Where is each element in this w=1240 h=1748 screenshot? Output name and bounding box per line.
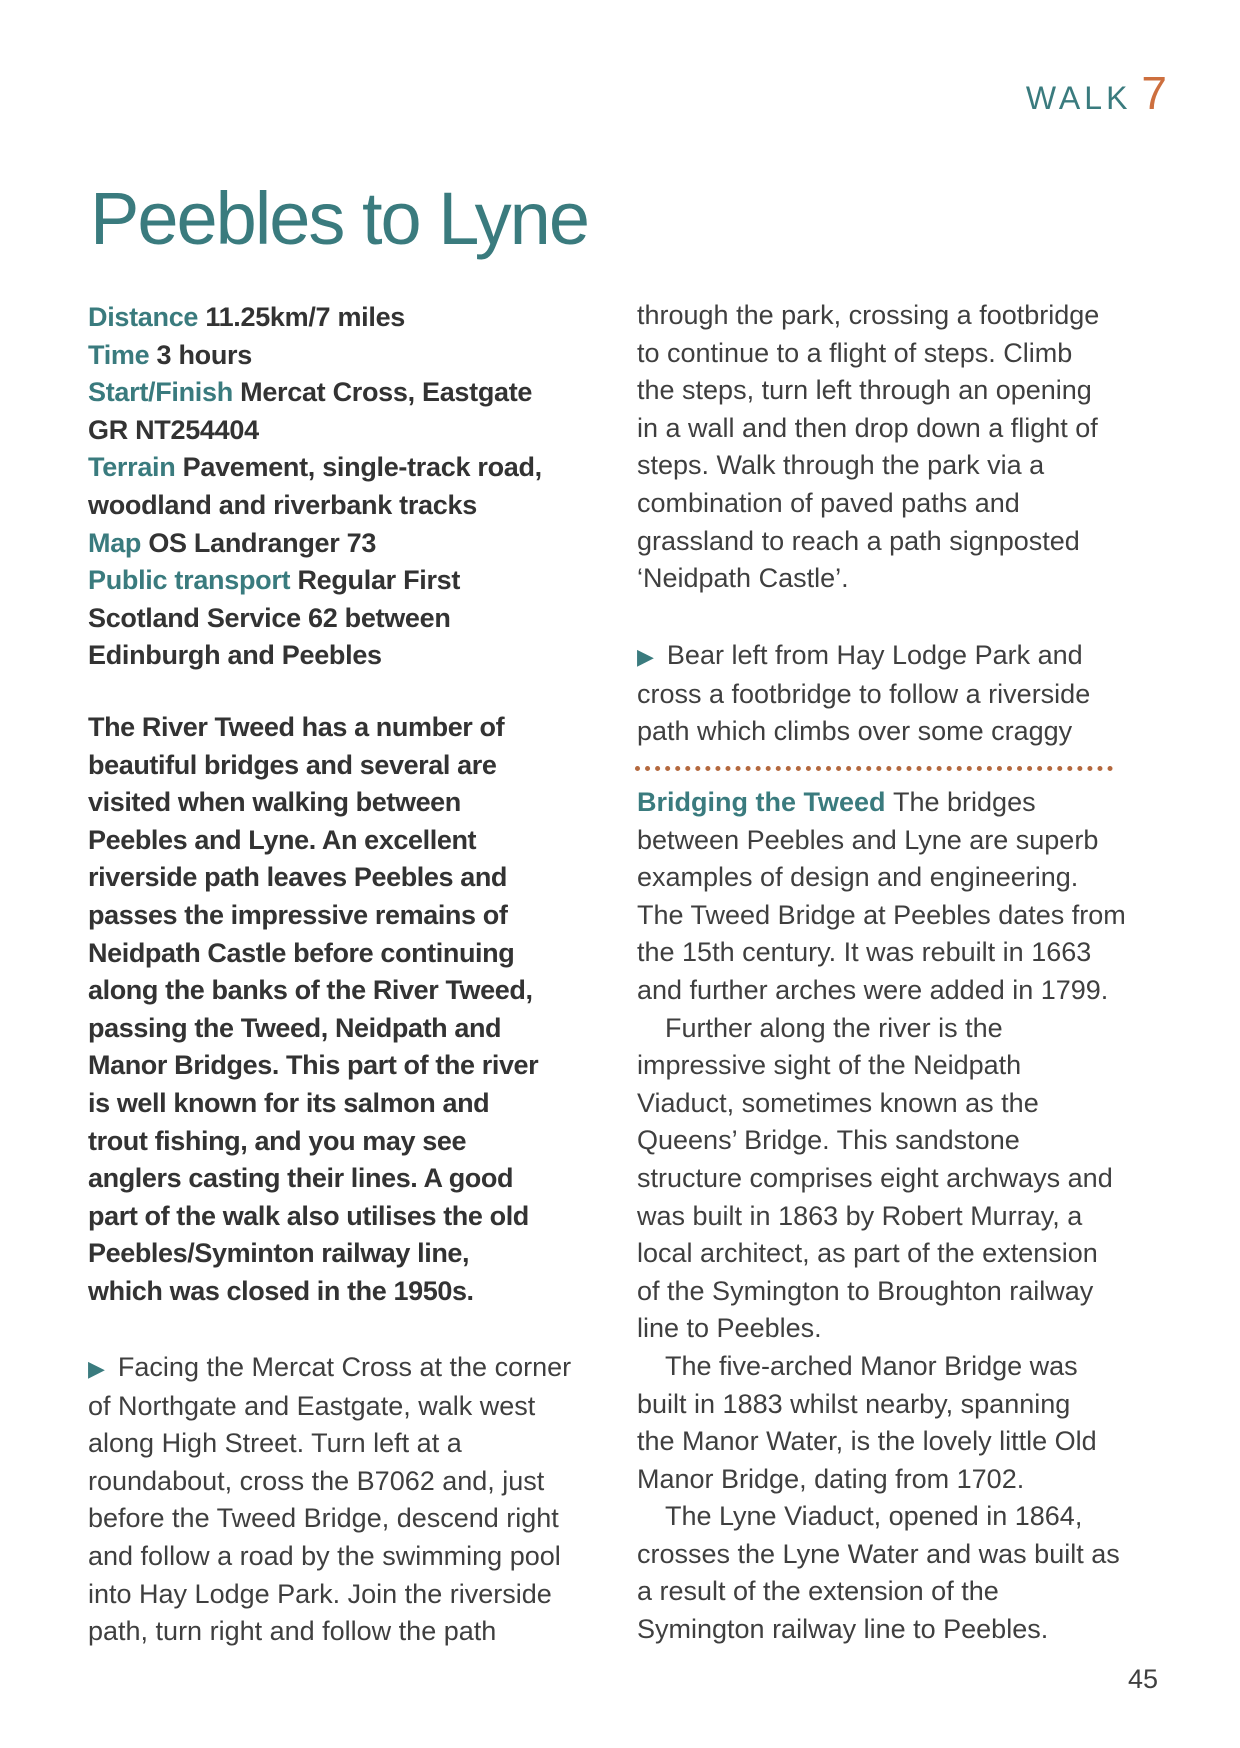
text-line bbox=[637, 1122, 1126, 1160]
text-segment: crosses the Lyne Water and was built as bbox=[637, 1538, 1120, 1569]
text-line bbox=[88, 600, 542, 638]
text-line bbox=[88, 412, 542, 450]
text-segment: combination of paved paths and bbox=[637, 487, 1020, 518]
text-line bbox=[637, 1536, 1126, 1574]
text-line bbox=[637, 676, 1090, 714]
text-segment: Manor Bridge, dating from 1702. bbox=[637, 1463, 1025, 1494]
direction-arrow-icon: ▶ bbox=[88, 1356, 105, 1381]
text-segment: visited when walking between bbox=[88, 787, 461, 818]
text-segment: grassland to reach a path signposted bbox=[637, 525, 1080, 556]
text-segment: was built in 1863 by Robert Murray, a bbox=[637, 1200, 1083, 1231]
text-segment: Manor Bridges. This part of the river bbox=[88, 1050, 539, 1081]
text-segment: Peebles and Lyne. An excellent bbox=[88, 824, 477, 855]
text-line bbox=[88, 897, 538, 935]
text-line bbox=[637, 713, 1090, 751]
text-segment: into Hay Lodge Park. Join the riverside bbox=[88, 1578, 552, 1609]
text-segment: and further arches were added in 1799. bbox=[637, 974, 1109, 1005]
text-segment: Pavement, single-track road, bbox=[182, 452, 542, 483]
text-line bbox=[637, 297, 1099, 335]
text-line bbox=[637, 1010, 1126, 1048]
text-line bbox=[637, 934, 1126, 972]
text-segment: Bridging the Tweed bbox=[637, 787, 893, 817]
text-line bbox=[637, 1573, 1126, 1611]
text-line bbox=[637, 859, 1126, 897]
text-segment: line to Peebles. bbox=[637, 1313, 822, 1344]
text-line bbox=[88, 1538, 571, 1576]
sidebar-bridging-the-tweed bbox=[637, 784, 1126, 1649]
text-segment: ‘Neidpath Castle’. bbox=[637, 563, 849, 594]
text-segment: The bridges bbox=[893, 787, 1036, 817]
text-line bbox=[88, 822, 538, 860]
text-line bbox=[637, 637, 1090, 676]
text-line bbox=[88, 1425, 571, 1463]
text-segment: Distance bbox=[88, 302, 206, 332]
text-line bbox=[88, 374, 542, 412]
text-line bbox=[637, 1611, 1126, 1649]
text-segment: between Peebles and Lyne are superb bbox=[637, 824, 1099, 855]
text-line bbox=[637, 1461, 1126, 1499]
text-segment: along the banks of the River Tweed, bbox=[88, 975, 533, 1006]
text-line bbox=[637, 410, 1099, 448]
text-line bbox=[637, 972, 1126, 1010]
text-line bbox=[637, 822, 1126, 860]
text-segment: Regular First bbox=[297, 565, 461, 596]
text-segment: 3 hours bbox=[156, 339, 252, 370]
text-segment: the 15th century. It was rebuilt in 1663 bbox=[637, 937, 1092, 968]
text-segment: part of the walk also utilises the old bbox=[88, 1200, 529, 1231]
text-segment: a result of the extension of the bbox=[637, 1576, 999, 1607]
text-line bbox=[637, 560, 1099, 598]
text-line bbox=[637, 1047, 1126, 1085]
text-segment: Viaduct, sometimes known as the bbox=[637, 1087, 1039, 1118]
text-line bbox=[88, 859, 538, 897]
text-segment: impressive sight of the Neidpath bbox=[637, 1050, 1022, 1081]
text-segment: Time bbox=[88, 339, 157, 370]
text-line bbox=[88, 1010, 538, 1048]
text-segment: Public transport bbox=[88, 565, 298, 596]
direction-arrow-icon: ▶ bbox=[637, 644, 654, 669]
text-line bbox=[88, 1160, 538, 1198]
text-line bbox=[637, 1085, 1126, 1123]
text-segment: to continue to a flight of steps. Climb bbox=[637, 337, 1073, 368]
text-line bbox=[88, 487, 542, 525]
text-segment: The five-arched Manor Bridge was bbox=[665, 1350, 1078, 1381]
text-line bbox=[637, 485, 1099, 523]
text-line bbox=[88, 935, 538, 973]
text-segment: built in 1883 whilst nearby, spanning bbox=[637, 1388, 1071, 1419]
text-line bbox=[88, 1463, 571, 1501]
text-line bbox=[637, 447, 1099, 485]
walk-label: WALK bbox=[1025, 80, 1132, 116]
text-segment: before the Tweed Bridge, descend right bbox=[88, 1503, 559, 1534]
text-line bbox=[88, 784, 538, 822]
text-line bbox=[88, 709, 538, 747]
text-line bbox=[88, 1198, 538, 1236]
text-segment: the Manor Water, is the lovely little Old bbox=[637, 1426, 1097, 1457]
text-line bbox=[88, 1388, 571, 1426]
text-segment: Scotland Service 62 between bbox=[88, 602, 451, 633]
directions-paragraph bbox=[88, 1349, 571, 1651]
text-line bbox=[637, 1235, 1126, 1273]
text-segment: The River Tweed has a number of bbox=[88, 712, 505, 742]
text-line bbox=[88, 747, 538, 785]
text-segment: along High Street. Turn left at a bbox=[88, 1428, 462, 1459]
text-line bbox=[88, 562, 542, 600]
text-segment: Bear left from Hay Lodge Park and bbox=[666, 640, 1083, 670]
text-segment: steps. Walk through the park via a bbox=[637, 450, 1045, 481]
text-line bbox=[88, 1123, 538, 1161]
text-segment: roundabout, cross the B7062 and, just bbox=[88, 1465, 545, 1496]
text-segment: riverside path leaves Peebles and bbox=[88, 862, 508, 893]
text-line bbox=[88, 1613, 571, 1651]
text-segment: Edinburgh and Peebles bbox=[88, 640, 382, 671]
text-line bbox=[637, 1160, 1126, 1198]
text-line bbox=[637, 1348, 1126, 1386]
text-segment: structure comprises eight archways and bbox=[637, 1162, 1113, 1193]
text-line bbox=[637, 1498, 1126, 1536]
text-segment: of the Symington to Broughton railway bbox=[637, 1275, 1094, 1306]
text-segment: and follow a road by the swimming pool bbox=[88, 1540, 561, 1571]
text-line bbox=[637, 1310, 1126, 1348]
text-segment: the steps, turn left through an opening bbox=[637, 375, 1092, 406]
text-segment: passes the impressive remains of bbox=[88, 899, 508, 930]
text-segment: is well known for its salmon and bbox=[88, 1087, 490, 1118]
text-line bbox=[637, 1273, 1126, 1311]
text-segment: cross a footbridge to follow a riverside bbox=[637, 678, 1091, 709]
text-segment: path which climbs over some craggy bbox=[637, 716, 1073, 747]
text-line bbox=[637, 1386, 1126, 1424]
text-segment: trout fishing, and you may see bbox=[88, 1125, 467, 1156]
text-segment: Further along the river is the bbox=[665, 1012, 1003, 1043]
text-line bbox=[88, 1273, 538, 1311]
text-segment: The Lyne Viaduct, opened in 1864, bbox=[665, 1501, 1083, 1532]
walk-header bbox=[1025, 67, 1167, 119]
text-segment: OS Landranger 73 bbox=[148, 527, 377, 558]
dotted-divider bbox=[635, 766, 1113, 771]
text-line bbox=[637, 1423, 1126, 1461]
text-segment: Mercat Cross, Eastgate bbox=[240, 377, 533, 408]
text-line bbox=[88, 525, 542, 563]
text-line bbox=[88, 972, 538, 1010]
text-segment: of Northgate and Eastgate, walk west bbox=[88, 1390, 536, 1421]
text-line bbox=[88, 449, 542, 487]
text-line bbox=[88, 1235, 538, 1273]
text-segment: Map bbox=[88, 527, 149, 558]
text-segment: Neidpath Castle before continuing bbox=[88, 937, 515, 968]
text-segment: path, turn right and follow the path bbox=[88, 1616, 497, 1647]
intro-paragraph bbox=[88, 709, 538, 1311]
text-line bbox=[88, 299, 542, 337]
page-number: 45 bbox=[1128, 1664, 1159, 1694]
text-segment: passing the Tweed, Neidpath and bbox=[88, 1012, 502, 1043]
text-line bbox=[637, 372, 1099, 410]
text-line bbox=[88, 1500, 571, 1538]
text-segment: anglers casting their lines. A good bbox=[88, 1163, 514, 1194]
text-segment: Start/Finish bbox=[88, 377, 241, 408]
walk-info-block bbox=[88, 299, 542, 675]
text-line bbox=[88, 1349, 571, 1388]
page-title: Peebles to Lyne bbox=[90, 177, 588, 260]
text-line bbox=[637, 1198, 1126, 1236]
text-segment: GR NT254404 bbox=[88, 414, 259, 445]
text-segment: Facing the Mercat Cross at the corner bbox=[117, 1352, 572, 1382]
text-line bbox=[637, 335, 1099, 373]
text-line bbox=[88, 1047, 538, 1085]
text-line bbox=[88, 637, 542, 675]
text-line bbox=[637, 523, 1099, 561]
text-segment: 11.25km/7 miles bbox=[205, 302, 406, 332]
text-line bbox=[637, 784, 1126, 822]
text-segment: Peebles/Syminton railway line, bbox=[88, 1238, 470, 1269]
text-segment: which was closed in the 1950s. bbox=[88, 1275, 474, 1306]
text-line bbox=[88, 1576, 571, 1614]
text-segment: through the park, crossing a footbridge bbox=[637, 300, 1100, 330]
text-segment: examples of design and engineering. bbox=[637, 862, 1079, 893]
text-segment: in a wall and then drop down a flight of bbox=[637, 412, 1098, 443]
walk-number: 7 bbox=[1141, 67, 1167, 119]
text-segment: Symington railway line to Peebles. bbox=[637, 1614, 1049, 1645]
text-segment: local architect, as part of the extension bbox=[637, 1238, 1098, 1269]
text-line bbox=[88, 1085, 538, 1123]
text-segment: beautiful bridges and several are bbox=[88, 749, 497, 780]
text-segment: woodland and riverbank tracks bbox=[88, 489, 477, 520]
continuation-paragraph bbox=[637, 297, 1099, 598]
text-segment: Terrain bbox=[88, 452, 183, 483]
text-line bbox=[637, 897, 1126, 935]
directions-paragraph-2 bbox=[637, 637, 1090, 751]
text-segment: Queens’ Bridge. This sandstone bbox=[637, 1125, 1020, 1156]
text-segment: The Tweed Bridge at Peebles dates from bbox=[637, 899, 1126, 930]
text-line bbox=[88, 337, 542, 375]
